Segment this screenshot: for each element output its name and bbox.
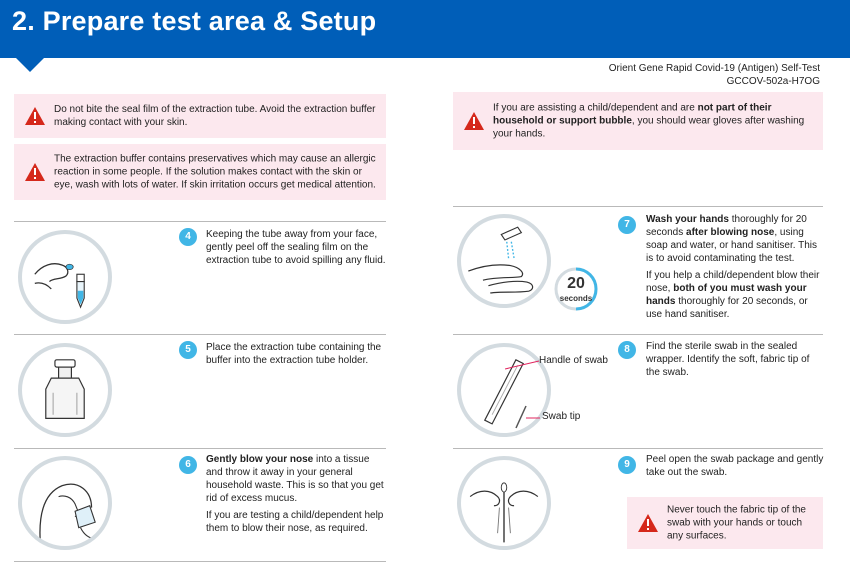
label-swab-handle: Handle of swab xyxy=(539,355,608,366)
illustration-blow-nose xyxy=(18,456,112,550)
divider xyxy=(14,448,386,449)
peel-film-icon xyxy=(22,234,108,320)
header-bar xyxy=(0,0,850,58)
page-title: 2. Prepare test area & Setup xyxy=(12,6,377,36)
illustration-open-swab xyxy=(457,456,551,550)
illustration-wash-hands xyxy=(457,214,551,308)
step-6-text: Gently blow your nose into a tissue and throw it away in your general household waste. This is so that you get rid of excess mucus. If you are testing a child/dependent help them to blow their nose, as required. xyxy=(206,454,384,534)
warning-icon xyxy=(463,111,485,131)
tube-holder-icon xyxy=(22,347,108,433)
step-9-text: Peel open the swab package and gently take out the swab. xyxy=(646,454,824,478)
open-swab-icon xyxy=(461,460,547,546)
warning-swab-tip xyxy=(627,497,823,549)
divider xyxy=(14,561,386,562)
warning-bite-seal xyxy=(14,94,386,138)
divider xyxy=(453,206,823,207)
timer-unit: seconds xyxy=(559,294,593,303)
swab-tip-icon xyxy=(512,404,542,430)
warning-text: If you are assisting a child/dependent and are not part of their household or support bubble, you should wear gloves after washing your hands. xyxy=(493,102,805,140)
label-swab-tip: Swab tip xyxy=(542,411,581,422)
warning-allergic xyxy=(14,144,386,200)
illustration-tube-holder xyxy=(18,343,112,437)
step-number-7: 7 xyxy=(618,216,636,234)
warning-text: Never touch the fabric tip of the swab with your hands or touch any surfaces. xyxy=(667,504,806,542)
step-5-text: Place the extraction tube containing the buffer into the extraction tube holder. xyxy=(206,342,382,366)
step-number-6: 6 xyxy=(179,456,197,474)
step-7-text: Wash your hands thoroughly for 20 seconds after blowing nose, using soap and water, or hand sanitiser. This is to avoid contaminating the test. If you help a child/dependent blow their nose, both of you must wash your hands thoroughly for 20 seconds, or use hand sanitiser. xyxy=(646,214,820,320)
divider xyxy=(453,334,823,335)
divider xyxy=(14,334,386,335)
header-notch xyxy=(16,58,44,72)
timer-value: 20 xyxy=(567,275,585,292)
step-8-text: Find the sterile swab in the sealed wrapper. Identify the soft, fabric tip of the swab. xyxy=(646,341,810,378)
warning-icon xyxy=(24,162,46,182)
product-code: GCCOV-502a-H7OG xyxy=(726,76,820,87)
step-4-text: Keeping the tube away from your face, gently peel off the sealing film on the extraction tube to avoid spilling any fluid. xyxy=(206,229,386,266)
product-info xyxy=(609,62,820,88)
product-name: Orient Gene Rapid Covid-19 (Antigen) Self-Test xyxy=(608,63,820,74)
wash-hands-icon xyxy=(461,218,547,304)
divider xyxy=(14,221,386,222)
step-number-4: 4 xyxy=(179,228,197,246)
timer-badge xyxy=(553,266,599,312)
warning-text: The extraction buffer contains preservatives which may cause an allergic reaction in some people. If the solution makes contact with the skin or eye, wash with lots of water. If skin irritation occurs get medical attention. xyxy=(54,153,376,191)
warning-text: Do not bite the seal film of the extraction tube. Avoid the extraction buffer making contact with your skin. xyxy=(54,104,376,128)
divider xyxy=(453,448,823,449)
illustration-peel-film xyxy=(18,230,112,324)
warning-icon xyxy=(24,106,46,126)
handle-leader-line-icon xyxy=(505,359,541,371)
step-number-5: 5 xyxy=(179,341,197,359)
step-number-9: 9 xyxy=(618,456,636,474)
blow-nose-icon xyxy=(22,460,108,546)
warning-gloves xyxy=(453,92,823,150)
warning-icon xyxy=(637,513,659,533)
step-number-8: 8 xyxy=(618,341,636,359)
